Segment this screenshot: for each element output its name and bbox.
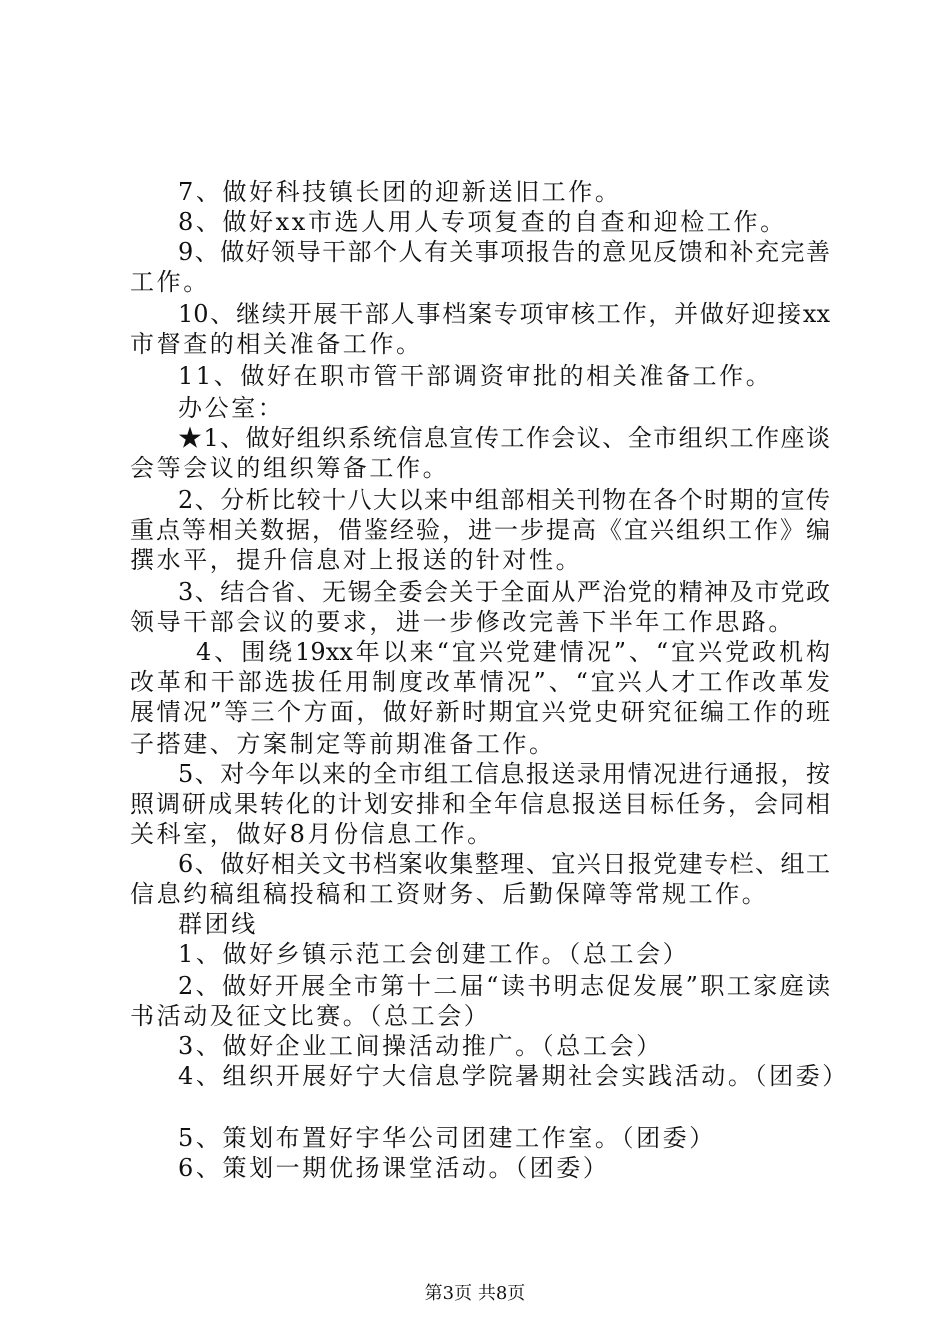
page-number-footer: 第3页 共8页 [424, 1283, 526, 1304]
text-line: 信息约稿组稿投稿和工资财务、后勤保障等常规工作。 [130, 880, 769, 908]
text-line: 市督查的相关准备工作。 [130, 330, 423, 358]
text-line: 照调研成果转化的计划安排和全年信息报送目标任务，会同相 [130, 790, 830, 818]
text-line: 2、做好开展全市第十二届“读书明志促发展”职工家庭读 [178, 972, 830, 1000]
text-line: 8、做好xx市选人用人专项复查的自查和迎检工作。 [178, 208, 787, 236]
text-line: 10、继续开展干部人事档案专项审核工作，并做好迎接xx [178, 300, 830, 328]
text-line: 3、结合省、无锡全委会关于全面从严治党的精神及市党政 [178, 578, 830, 606]
text-line: 重点等相关数据，借鉴经验，进一步提高《宜兴组织工作》编 [130, 516, 830, 544]
text-line: 关科室，做好8月份信息工作。 [130, 820, 494, 848]
text-line: 改革和干部选拔任用制度改革情况”、“宜兴人才工作改革发 [130, 668, 830, 696]
text-line: 展情况”等三个方面，做好新时期宜兴党史研究征编工作的班 [130, 698, 830, 726]
text-line: 11、做好在职市管干部调资审批的相关准备工作。 [178, 362, 773, 390]
text-line: 7、做好科技镇长团的迎新送旧工作。 [178, 178, 622, 206]
text-line: 2、分析比较十八大以来中组部相关刊物在各个时期的宣传 [178, 486, 830, 514]
text-line: 领导干部会议的要求，进一步修改完善下半年工作思路。 [130, 608, 795, 636]
text-line: 5、对今年以来的全市组工信息报送录用情况进行通报，按 [178, 760, 830, 788]
text-line: 6、策划一期优扬课堂活动。（团委） [178, 1154, 610, 1182]
text-line: 撰水平，提升信息对上报送的针对性。 [130, 546, 583, 574]
text-line: 会等会议的组织筹备工作。 [130, 454, 450, 482]
section-heading: 群团线 [178, 910, 258, 938]
text-line: 4、组织开展好宁大信息学院暑期社会实践活动。（团委） [178, 1062, 849, 1090]
text-line: 1、做好乡镇示范工会创建工作。（总工会） [178, 940, 690, 968]
section-heading: 办公室： [178, 394, 285, 422]
text-line: 5、策划布置好宇华公司团建工作室。（团委） [178, 1124, 716, 1152]
text-line: 工作。 [130, 268, 210, 296]
text-line: ★1、做好组织系统信息宣传工作会议、全市组织工作座谈 [178, 424, 830, 452]
text-line: 9、做好领导干部个人有关事项报告的意见反馈和补充完善 [178, 238, 830, 266]
text-line: 6、做好相关文书档案收集整理、宜兴日报党建专栏、组工 [178, 850, 830, 878]
text-line: 4、围绕19xx年以来“宜兴党建情况”、“宜兴党政机构 [196, 638, 830, 666]
text-line: 子搭建、方案制定等前期准备工作。 [130, 730, 556, 758]
text-line: 书活动及征文比赛。（总工会） [130, 1002, 491, 1030]
text-line: 3、做好企业工间操活动推广。（总工会） [178, 1032, 663, 1060]
